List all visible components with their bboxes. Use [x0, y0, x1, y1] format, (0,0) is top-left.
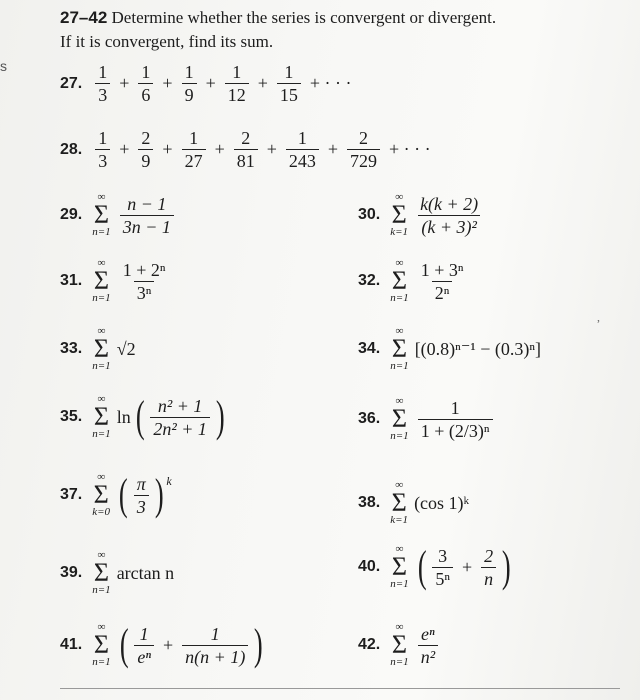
summation: ∞ Σ n=1: [390, 621, 409, 668]
problem-28: 28. $\frac{1}{3}$ + $\frac{2}{9}$ + $\frac{1}{27}$ + $\frac{2}{81}$ + $\frac{1}{243}$ + $\frac{2}{729}$ + · · ·: [60, 128, 431, 171]
fraction: $\frac{\text{1 + 3ⁿ}}{\text{2ⁿ}}$: [420, 259, 464, 303]
summation: ∞ Σ k=0: [92, 471, 111, 518]
fraction: $\frac{1}{\text{1 + (2/3)ⁿ}}$: [418, 398, 493, 441]
ellipsis: + · · ·: [309, 73, 352, 93]
series-term: [(0.8)ⁿ⁻¹ − (0.3)ⁿ]: [414, 338, 542, 359]
problem-number: 30.: [358, 206, 381, 223]
fraction: $\frac{1}{243}$: [286, 128, 319, 171]
fraction: $\frac{2}{9}$: [138, 128, 153, 171]
problem-30: [358, 192, 484, 238]
problem-27: 27. $\frac{1}{3}$ + $\frac{1}{6}$ + $\frac{1}{9}$ + $\frac{1}{12}$ + $\frac{1}{15}$ + · · ·: [60, 62, 352, 105]
summation: ∞ Σ n=1: [92, 393, 111, 440]
fraction: $\frac{1}{27}$: [182, 128, 206, 171]
ellipsis: + · · ·: [389, 139, 431, 159]
fraction: $\frac{\text{1 + 2ⁿ}}{\text{3ⁿ}}$: [122, 259, 166, 303]
problem-number: 34.: [358, 340, 381, 357]
problem-number: 33.: [60, 340, 83, 357]
summation: ∞ Σ k=1: [390, 191, 409, 238]
problem-number: 36.: [358, 410, 381, 427]
problem-37: 37. ∞ Σ k=0 ( $\frac{\pi}{3}$ ) k: [60, 470, 172, 519]
fraction: $\frac{3}{\text{5ⁿ}}$: [432, 546, 453, 589]
fraction: $\frac{1}{9}$: [182, 62, 197, 105]
summation: ∞ Σ n=1: [390, 543, 409, 590]
problem-38: [358, 480, 469, 526]
summation: ∞ Σ n=1: [92, 549, 111, 596]
problem-number: 28.: [60, 140, 83, 158]
problem-40: 40. ∞ Σ n=1 ( $\frac{3}{\text{5ⁿ}}$ + $\frac{2}{n}$ ): [358, 542, 511, 591]
problem-41: 41. ∞ Σ n=1 ( $\frac{1}{\text{eⁿ}}$ + $\frac{1}{n(n + 1)}$ ): [60, 620, 264, 669]
problem-number: 32.: [358, 272, 381, 289]
fraction: $\frac{k(k + 2)}{\text{(k + 3)²}}$: [420, 193, 479, 237]
problem-31: [60, 258, 172, 304]
problem-39: [60, 550, 174, 596]
fraction: $\frac{\pi}{3}$: [134, 474, 149, 517]
problem-35: 35. ∞ Σ n=1 ln ( $\frac{\text{n² + 1}}{\text{2n² + 1}}$ ): [60, 392, 225, 441]
bottom-rule: [60, 688, 620, 689]
problem-number: 38.: [358, 494, 381, 511]
summation: ∞ Σ n=1: [92, 325, 111, 372]
problem-36: [358, 396, 496, 442]
problem-29: [60, 192, 177, 238]
exercise-header: [60, 6, 620, 54]
fraction: $\frac{2}{81}$: [234, 128, 258, 171]
edge-mark: s: [0, 58, 7, 74]
problem-34: [358, 326, 541, 372]
instructions-line-1: Determine whether the series is convergent or divergent.: [111, 8, 497, 27]
fraction: $\frac{1}{\text{eⁿ}}$: [134, 624, 154, 667]
problem-number: 42.: [358, 636, 381, 653]
series-term: (cos 1)ᵏ: [414, 492, 470, 513]
problem-number: 29.: [60, 206, 83, 223]
problem-number: 31.: [60, 272, 83, 289]
ln-label: ln: [116, 406, 131, 427]
fraction: $\frac{1}{15}$: [277, 62, 301, 105]
problem-number: 40.: [358, 558, 381, 575]
instructions-line-2: If it is convergent, find its sum.: [60, 32, 274, 51]
summation: ∞ Σ k=1: [390, 479, 409, 526]
fraction: $\frac{\text{n² + 1}}{\text{2n² + 1}}$: [150, 396, 210, 439]
summation: ∞ Σ n=1: [92, 257, 111, 304]
fraction: $\frac{1}{12}$: [225, 62, 249, 105]
exponent: k: [166, 474, 172, 488]
summation: ∞ Σ n=1: [390, 395, 409, 442]
summation: ∞ Σ n=1: [390, 325, 409, 372]
fraction: $\frac{1}{3}$: [95, 128, 110, 171]
problem-number: 41.: [60, 636, 83, 653]
fraction: $\frac{2}{n}$: [481, 546, 496, 589]
problem-33: [60, 326, 136, 372]
fraction: $\frac{1}{n(n + 1)}$: [182, 624, 248, 667]
sqrt-two: √2: [116, 338, 136, 359]
problem-number: 37.: [60, 486, 83, 503]
page-tick: ,: [597, 310, 600, 324]
fraction: $\frac{2}{729}$: [347, 128, 380, 171]
fraction: $\frac{n - 1}{3n - 1}$: [120, 194, 174, 237]
fraction: $\frac{1}{3}$: [95, 62, 110, 105]
summation: ∞ Σ n=1: [92, 621, 111, 668]
problem-number: 27.: [60, 74, 83, 92]
problem-number: 35.: [60, 408, 83, 425]
fraction: $\frac{\text{eⁿ}}{\text{n²}}$: [418, 624, 438, 667]
summation: ∞ Σ n=1: [92, 191, 111, 238]
problem-32: [358, 258, 470, 304]
exercise-range: 27–42: [60, 8, 108, 27]
fraction: $\frac{1}{6}$: [138, 62, 153, 105]
problem-number: 39.: [60, 564, 83, 581]
problem-42: [358, 622, 441, 668]
summation: ∞ Σ n=1: [390, 257, 409, 304]
series-term: arctan n: [116, 562, 175, 583]
